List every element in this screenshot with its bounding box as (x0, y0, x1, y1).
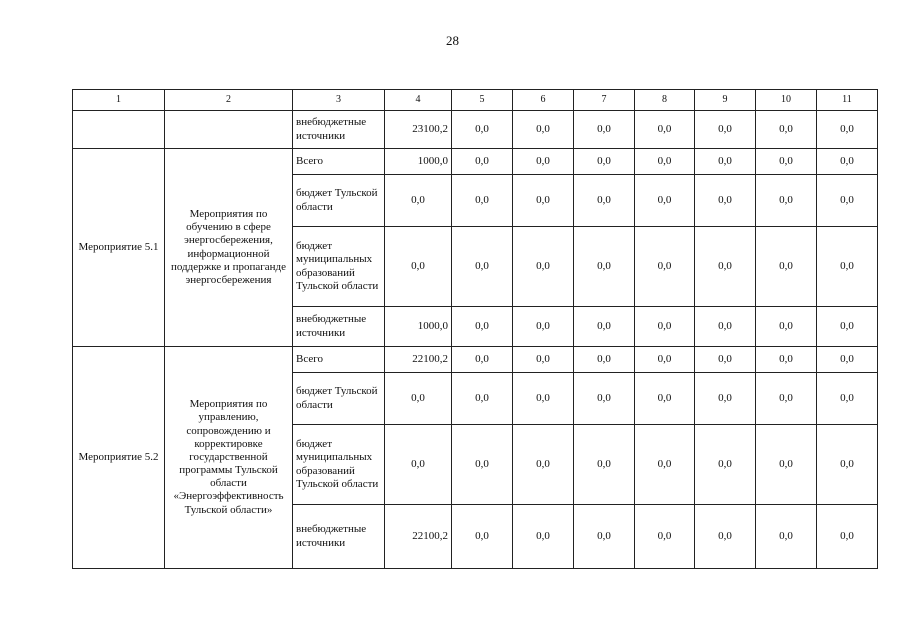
event-code-cell (73, 111, 165, 149)
value-cell: 0,0 (817, 111, 878, 149)
column-number: 8 (635, 90, 695, 111)
event-code-cell: Мероприятие 5.1 (73, 149, 165, 347)
column-number: 9 (695, 90, 756, 111)
value-cell: 0,0 (695, 175, 756, 227)
value-cell: 0,0 (513, 307, 574, 347)
value-cell: 0,0 (574, 111, 635, 149)
value-cell: 0,0 (635, 149, 695, 175)
table-row (73, 111, 878, 149)
value-cell: 22100,2 (385, 347, 452, 373)
value-cell: 0,0 (452, 111, 513, 149)
value-cell: 0,0 (513, 505, 574, 569)
value-cell: 0,0 (635, 373, 695, 425)
value-cell: 0,0 (574, 505, 635, 569)
column-number: 1 (73, 90, 165, 111)
funding-source: бюджет муниципальных образований Тульской области (293, 425, 385, 505)
value-cell: 0,0 (513, 149, 574, 175)
value-cell: 0,0 (756, 425, 817, 505)
funding-source: внебюджетные источники (293, 307, 385, 347)
value-cell: 0,0 (635, 425, 695, 505)
value-cell: 0,0 (817, 307, 878, 347)
column-number-row (73, 90, 878, 111)
funding-source: бюджет Тульской области (293, 373, 385, 425)
column-number: 4 (385, 90, 452, 111)
value-cell: 0,0 (756, 373, 817, 425)
value-cell: 0,0 (756, 111, 817, 149)
value-cell: 0,0 (635, 111, 695, 149)
value-cell: 0,0 (452, 347, 513, 373)
event-title-cell: Мероприятия по обучению в сфере энергосбережения, информационной поддержке и пропаганде энергосбережения (165, 149, 293, 347)
column-number: 6 (513, 90, 574, 111)
column-number: 10 (756, 90, 817, 111)
value-cell: 0,0 (817, 505, 878, 569)
value-cell: 0,0 (817, 425, 878, 505)
value-cell: 0,0 (635, 347, 695, 373)
value-cell: 0,0 (452, 227, 513, 307)
value-cell: 0,0 (574, 175, 635, 227)
value-cell: 0,0 (695, 347, 756, 373)
value-cell: 0,0 (756, 505, 817, 569)
value-cell: 1000,0 (385, 149, 452, 175)
value-cell: 0,0 (635, 175, 695, 227)
value-cell: 0,0 (695, 505, 756, 569)
value-cell: 0,0 (635, 227, 695, 307)
page-number: 28 (446, 33, 459, 48)
value-cell: 0,0 (385, 373, 452, 425)
value-cell: 0,0 (513, 347, 574, 373)
event-title-cell: Мероприятия по управлению, сопровождению и корректировке государственной программы Тульской области «Энергоэффективность Тульской области» (165, 347, 293, 569)
value-cell: 0,0 (452, 505, 513, 569)
value-cell: 0,0 (817, 373, 878, 425)
column-number: 7 (574, 90, 635, 111)
value-cell: 0,0 (452, 373, 513, 425)
value-cell: 0,0 (574, 149, 635, 175)
value-cell: 0,0 (817, 175, 878, 227)
value-cell: 0,0 (695, 425, 756, 505)
value-cell: 0,0 (756, 347, 817, 373)
table-row (73, 347, 878, 373)
value-cell: 0,0 (756, 227, 817, 307)
value-cell: 0,0 (385, 425, 452, 505)
value-cell: 0,0 (695, 111, 756, 149)
event-code-cell: Мероприятие 5.2 (73, 347, 165, 569)
value-cell: 0,0 (695, 227, 756, 307)
value-cell: 22100,2 (385, 505, 452, 569)
funding-source: внебюджетные источники (293, 111, 385, 149)
value-cell: 0,0 (635, 307, 695, 347)
value-cell: 0,0 (513, 111, 574, 149)
column-number: 5 (452, 90, 513, 111)
value-cell: 0,0 (817, 347, 878, 373)
value-cell: 0,0 (452, 307, 513, 347)
value-cell: 0,0 (452, 149, 513, 175)
value-cell: 0,0 (756, 149, 817, 175)
funding-source: бюджет Тульской области (293, 175, 385, 227)
value-cell: 0,0 (695, 373, 756, 425)
value-cell: 1000,0 (385, 307, 452, 347)
value-cell: 0,0 (513, 425, 574, 505)
funding-source: Всего (293, 347, 385, 373)
financing-table (72, 89, 878, 569)
value-cell: 0,0 (817, 149, 878, 175)
funding-source: внебюджетные источники (293, 505, 385, 569)
value-cell: 0,0 (452, 425, 513, 505)
value-cell: 0,0 (756, 307, 817, 347)
column-number: 3 (293, 90, 385, 111)
value-cell: 0,0 (756, 175, 817, 227)
value-cell: 0,0 (513, 373, 574, 425)
funding-source: бюджет муниципальных образований Тульской области (293, 227, 385, 307)
value-cell: 0,0 (513, 227, 574, 307)
value-cell: 0,0 (574, 307, 635, 347)
value-cell: 0,0 (695, 149, 756, 175)
value-cell: 0,0 (695, 307, 756, 347)
event-title-cell (165, 111, 293, 149)
column-number: 2 (165, 90, 293, 111)
column-number: 11 (817, 90, 878, 111)
value-cell: 0,0 (574, 227, 635, 307)
value-cell: 0,0 (385, 175, 452, 227)
value-cell: 0,0 (574, 425, 635, 505)
value-cell: 0,0 (817, 227, 878, 307)
value-cell: 0,0 (513, 175, 574, 227)
value-cell: 0,0 (574, 373, 635, 425)
value-cell: 0,0 (574, 347, 635, 373)
value-cell: 0,0 (452, 175, 513, 227)
funding-source: Всего (293, 149, 385, 175)
value-cell: 0,0 (385, 227, 452, 307)
value-cell: 23100,2 (385, 111, 452, 149)
value-cell: 0,0 (635, 505, 695, 569)
table-row (73, 149, 878, 175)
